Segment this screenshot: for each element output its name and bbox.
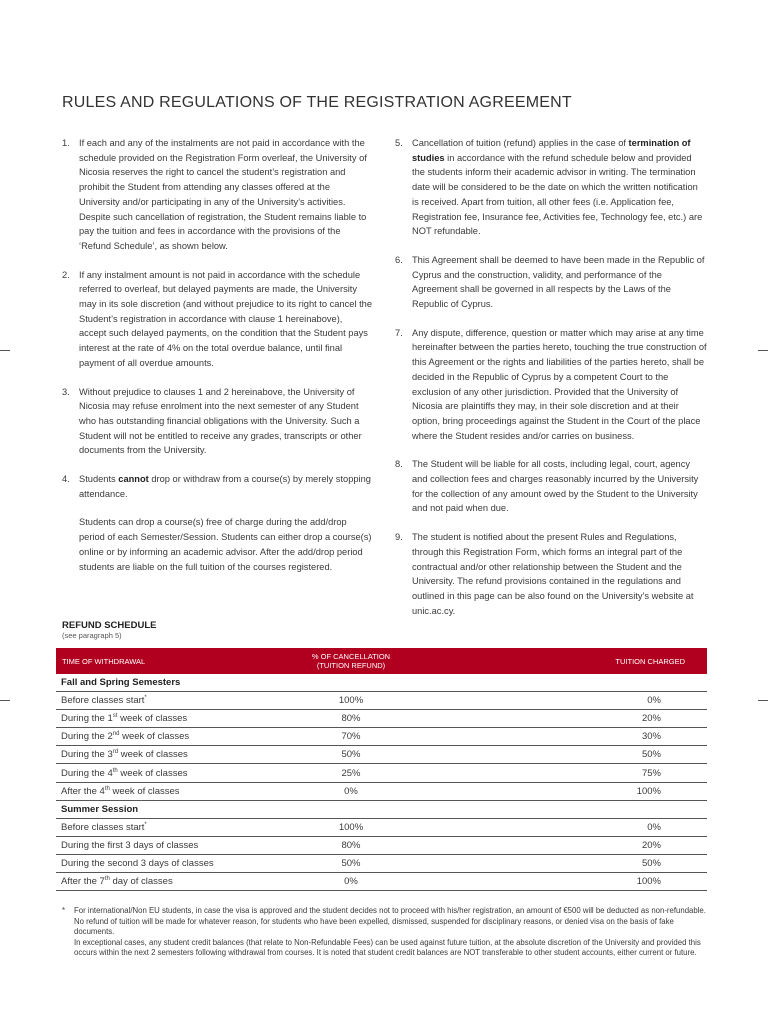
clause-text: Without prejudice to clauses 1 and 2 hereinabove, the University of Nicosia may refuse enrolment into the next semester of any Student who has outstanding financial obligations with the University. Such a Student will not be entitled to receive any grades, transcripts or other documents from the University. bbox=[79, 386, 362, 456]
ordinal-suffix: th bbox=[112, 767, 118, 774]
refund-schedule-table bbox=[56, 648, 707, 891]
crop-mark bbox=[758, 350, 768, 351]
withdrawal-time-cell bbox=[56, 710, 236, 728]
crop-mark bbox=[0, 350, 10, 351]
crop-mark bbox=[0, 700, 10, 701]
clause-text: This Agreement shall be deemed to have been made in the Republic of Cyprus and the construction, validity, and performance of the Agreement shall be governed in all respects by the Laws of the Republic of Cyprus. bbox=[412, 254, 705, 310]
refund-percent-cell: 25% bbox=[236, 764, 466, 782]
section-label: Fall and Spring Semesters bbox=[56, 674, 707, 692]
table-section-row bbox=[56, 800, 707, 818]
withdrawal-time-text: After the 7 bbox=[61, 876, 105, 888]
withdrawal-time-text: week of classes bbox=[118, 749, 188, 761]
refund-percent-cell: 70% bbox=[236, 728, 466, 746]
refund-table-body bbox=[56, 674, 707, 891]
refund-percent-cell: 50% bbox=[236, 854, 466, 872]
tuition-charged-cell: 50% bbox=[466, 854, 707, 872]
clause-text bbox=[412, 136, 707, 239]
header-cancellation-line1: % OF CANCELLATION bbox=[311, 652, 391, 661]
clause-number: 6. bbox=[395, 254, 403, 265]
table-row bbox=[56, 746, 707, 764]
footnote-marker: * bbox=[62, 906, 66, 915]
clause-number: 1. bbox=[62, 138, 70, 148]
withdrawal-time-cell bbox=[56, 746, 236, 764]
ordinal-suffix: * bbox=[144, 694, 147, 701]
tuition-charged-cell: 20% bbox=[466, 836, 707, 854]
section-label: Summer Session bbox=[56, 800, 707, 818]
header-cancellation bbox=[236, 648, 466, 674]
refund-percent-cell: 100% bbox=[236, 818, 466, 836]
clause-number: 3. bbox=[62, 386, 70, 397]
tuition-charged-cell: 75% bbox=[466, 764, 707, 782]
refund-percent-cell: 80% bbox=[236, 836, 466, 854]
footnotes bbox=[62, 906, 708, 959]
clause-5 bbox=[395, 136, 707, 239]
clause-text: If any instalment amount is not paid in accordance with the schedule referred to overleaf, but delayed payments are made, the University may in its sole discretion (and without prejudice to its right to cancel the Student’s registration in accordance with clause 1 hereinabove), accept such delayed payments, on the condition that the Student pays interest at the rate of 4% on the total overdue balance, until final payment of all overdue amounts. bbox=[79, 269, 372, 368]
withdrawal-time-cell bbox=[56, 873, 236, 891]
clause-emphasis: termination of studies bbox=[412, 138, 691, 163]
footnote-visa: For international/Non EU students, in case the visa is approved and the student decides not to proceed with his/her registration, an amount of €500 will be deducted as non-refundable. bbox=[74, 906, 706, 915]
clause-text: Any dispute, difference, question or matter which may arise at any time hereinafter between the parties hereto, touching the true construction of this Agreement or the rights and liabilities of the parties hereto, shall be decided in the Republic of Cyprus by a competent Court to the exclusion of any other jurisdiction. Provided that the University of Nicosia are plaintiffs they may, in their sole discretion and at their option, bring proceedings against the Student in the Court of the place where the Student resides and/or carries on business. bbox=[412, 327, 707, 441]
withdrawal-time-text: During the 4 bbox=[61, 767, 113, 779]
refund-schedule-subtitle: (see paragraph 5) bbox=[62, 631, 122, 640]
crop-mark bbox=[758, 700, 768, 701]
withdrawal-time-text: Before classes start bbox=[61, 821, 145, 833]
clause-9 bbox=[395, 530, 707, 618]
withdrawal-time-text: During the 3 bbox=[61, 749, 113, 761]
refund-percent-cell: 100% bbox=[236, 692, 466, 710]
refund-schedule-heading bbox=[62, 620, 156, 640]
clause-text: If each and any of the instalments are not paid in accordance with the schedule provided on the Registration Form overleaf, the University of Nicosia reserves the right to cancel the student’s registration and prohibit the Student from attending any classes offered at the University and/or participating in any of the University’s activities. Despite such cancellation of registration, the Student remains liable to pay the tuition and fees in accordance with the provisions of the ‘Refund Schedule’, as shown below. bbox=[79, 138, 367, 251]
clause-text-part: Cancellation of tuition (refund) applies in the case of bbox=[412, 138, 629, 148]
ordinal-suffix: th bbox=[104, 785, 110, 792]
clause-6 bbox=[395, 253, 707, 312]
ordinal-suffix: th bbox=[104, 875, 110, 882]
withdrawal-time-text: During the first 3 days of classes bbox=[61, 839, 199, 851]
clauses-left-column bbox=[62, 136, 372, 588]
table-row bbox=[56, 764, 707, 782]
withdrawal-time-cell bbox=[56, 764, 236, 782]
withdrawal-time-cell bbox=[56, 728, 236, 746]
clause-7 bbox=[395, 326, 707, 444]
header-time-of-withdrawal: TIME OF WITHDRAWAL bbox=[62, 656, 146, 666]
clause-number: 8. bbox=[395, 459, 403, 470]
clause-number: 9. bbox=[395, 532, 403, 543]
clause-number: 4. bbox=[62, 474, 70, 485]
clause-text: The student is notified about the present Rules and Regulations, through this Registration Form, which forms an integral part of the contractual and/or other relationship between the Student and the University. The refund provisions contained in the regulations and outlined in this page can be also found on the University’s website at unic.ac.cy. bbox=[412, 532, 694, 616]
refund-percent-cell: 0% bbox=[236, 873, 466, 891]
footnote-no-refund: No refund of tuition will be made for whatever reason, for students who have been expelled, dismissed, suspended for disciplinary reasons, or denied visa on the basis of fake documents. bbox=[74, 916, 674, 936]
clauses-right-column bbox=[395, 136, 707, 632]
withdrawal-time-text: week of classes bbox=[109, 785, 180, 797]
table-section-row bbox=[56, 674, 707, 692]
withdrawal-time-cell bbox=[56, 836, 236, 854]
table-row bbox=[56, 710, 707, 728]
withdrawal-time-text: During the second 3 days of classes bbox=[61, 857, 214, 869]
table-row bbox=[56, 873, 707, 891]
tuition-charged-cell: 20% bbox=[466, 710, 707, 728]
withdrawal-time-text: Before classes start bbox=[61, 695, 145, 707]
ordinal-suffix: * bbox=[144, 821, 147, 828]
tuition-charged-cell: 50% bbox=[466, 746, 707, 764]
clause-8 bbox=[395, 457, 707, 516]
clause-text-part: in accordance with the refund schedule below and provided the students inform their academic advisor in writing. The termination date will be considered to be the date on which the written notification is received. Apart from tuition, all other fees (i.e. Application fee, Registration fee, Insurance fee, Activities fee, Technology fee, etc.) are NOT refundable. bbox=[412, 152, 703, 237]
withdrawal-time-cell bbox=[56, 854, 236, 872]
clause-number: 5. bbox=[395, 138, 403, 148]
header-cancellation-line2: (TUITION REFUND) bbox=[316, 661, 386, 670]
clause-emphasis: cannot bbox=[118, 474, 149, 485]
tuition-charged-cell: 30% bbox=[466, 728, 707, 746]
page-title: RULES AND REGULATIONS OF THE REGISTRATION AGREEMENT bbox=[62, 94, 572, 111]
ordinal-suffix: st bbox=[112, 713, 118, 720]
clause-2 bbox=[62, 268, 372, 371]
table-row bbox=[56, 818, 707, 836]
withdrawal-time-cell bbox=[56, 692, 236, 710]
header-tuition-charged: TUITION CHARGED bbox=[615, 656, 685, 666]
refund-percent-cell: 0% bbox=[236, 782, 466, 800]
withdrawal-time-text: After the 4 bbox=[61, 785, 105, 797]
withdrawal-time-text: week of classes bbox=[117, 713, 188, 725]
tuition-charged-cell: 0% bbox=[466, 818, 707, 836]
tuition-charged-cell: 100% bbox=[466, 873, 707, 891]
table-header-row bbox=[56, 648, 707, 674]
footnote-credit-balances: In exceptional cases, any student credit balances (that relate to Non-Refundable Fees) can be used against future tuition, at the absolute discretion of the University and provided this occurs within the next 2 semesters following withdrawal from courses. It is noted that student credit balances are NOT transferable to other student accounts, either current or future. bbox=[74, 937, 701, 957]
withdrawal-time-cell bbox=[56, 782, 236, 800]
clause-4 bbox=[62, 472, 372, 574]
clause-text-part: drop or withdraw from a course(s) by merely stopping attendance. bbox=[79, 474, 371, 499]
withdrawal-time-text: week of classes bbox=[117, 767, 188, 779]
clause-number: 2. bbox=[62, 269, 70, 280]
withdrawal-time-text: During the 1 bbox=[61, 713, 113, 725]
table-row bbox=[56, 692, 707, 710]
tuition-charged-cell: 100% bbox=[466, 782, 707, 800]
ordinal-suffix: rd bbox=[112, 749, 119, 756]
withdrawal-time-text: During the 2 bbox=[61, 731, 113, 743]
clause-text: Students can drop a course(s) free of charge during the add/drop period of each Semester/Session. Students can either drop a course(s) online or by informing an academic advisor. After the add/drop period students are liable on the full tuition of the courses registered. bbox=[79, 517, 372, 572]
table-row bbox=[56, 728, 707, 746]
clause-1 bbox=[62, 136, 372, 254]
clause-number: 7. bbox=[395, 327, 403, 338]
ordinal-suffix: nd bbox=[112, 731, 120, 738]
clause-text: The Student will be liable for all costs, including legal, court, agency and collection fees and charges reasonably incurred by the University for the collection of any amount owed by the Student to the University and not paid when due. bbox=[412, 459, 699, 514]
tuition-charged-cell: 0% bbox=[466, 692, 707, 710]
clause-3 bbox=[62, 385, 372, 459]
refund-schedule-title: REFUND SCHEDULE bbox=[62, 620, 157, 631]
refund-percent-cell: 80% bbox=[236, 710, 466, 728]
refund-percent-cell: 50% bbox=[236, 746, 466, 764]
withdrawal-time-text: day of classes bbox=[109, 876, 173, 888]
table-row bbox=[56, 782, 707, 800]
clause-text-part: Students bbox=[79, 474, 119, 485]
withdrawal-time-cell bbox=[56, 818, 236, 836]
withdrawal-time-text: week of classes bbox=[119, 731, 190, 743]
table-row bbox=[56, 854, 707, 872]
clause-text bbox=[79, 472, 372, 501]
table-row bbox=[56, 836, 707, 854]
